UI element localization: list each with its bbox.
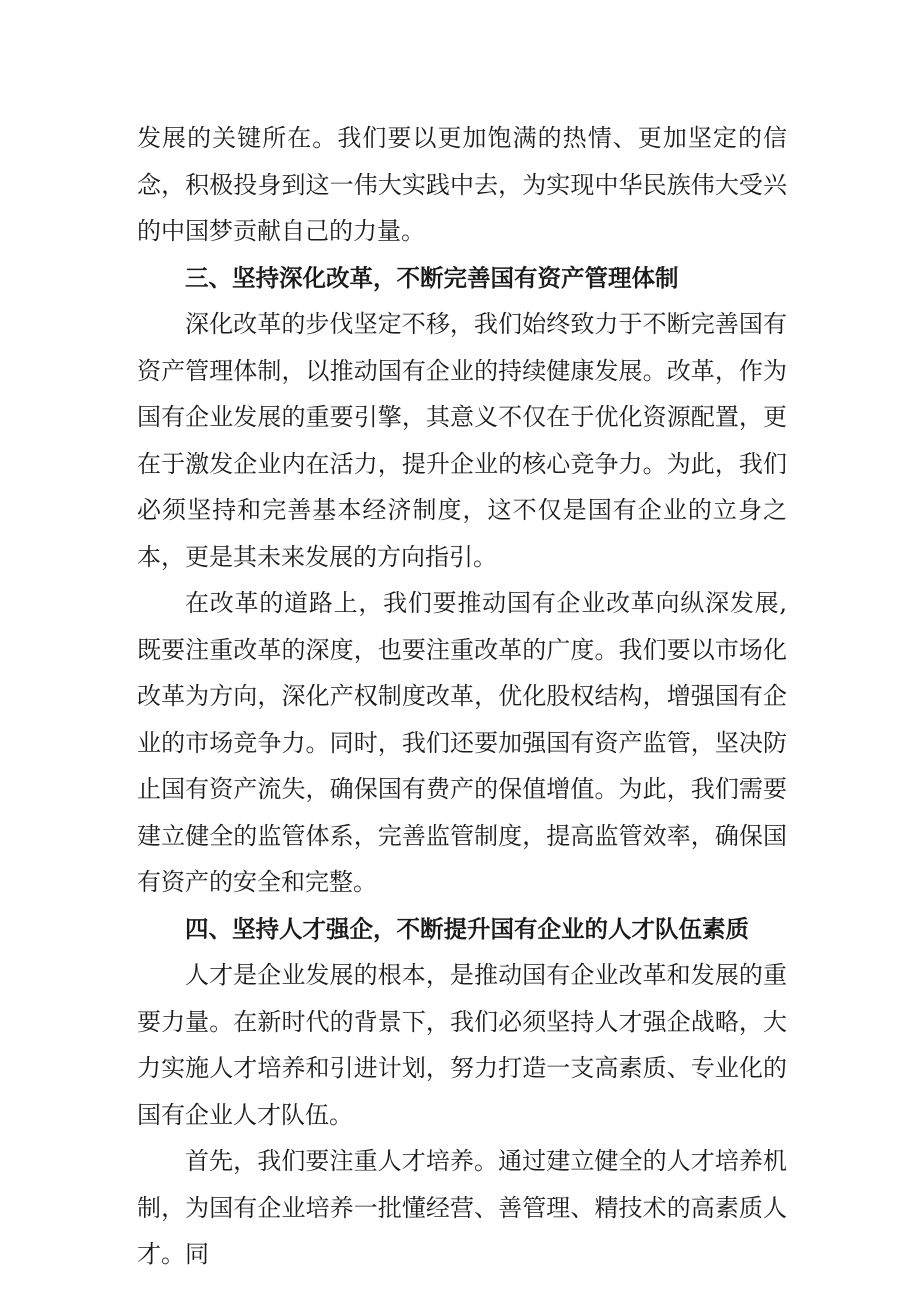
paragraph: 在改革的道路上，我们要推动国有企业改革向纵深发展,既要注重改革的深度，也要注重改革的广度。我们要以市场化改革为方向，深化产权制度改革，优化股权结构，增强国有企业的市场竞争力。同时，我们还要加强国有资产监管，坚决防止国有资产流失，确保国有费产的保值增值。为此，我们需要建立健全的监管体系，完善监管制度，提高监管效率，确保国有资产的安全和完整。 (137, 589, 787, 896)
paragraph: 首先，我们要注重人才培养。通过建立健全的人才培养机制，为国有企业培养一批懂经营、善管理、精技术的高素质人才。同 (137, 1147, 787, 1268)
paragraph-continued: 发展的关键所在。我们要以更加饱满的热情、更加坚定的信念，积极投身到这一伟大实践中去，为实现中华民族伟大受兴的中国梦贡献自己的力量。 (137, 124, 787, 245)
paragraph: 人才是企业发展的根本，是推动国有企业改革和发展的重要力量。在新时代的背景下，我们必须坚持人才强企战略，大力实施人才培养和引进计划，努力打造一支高素质、专业化的国有企业人才队伍。 (137, 961, 787, 1129)
document-body (137, 115, 787, 1278)
section-heading-four: 四、坚持人才强企，不断提升国有企业的人才队伍素质 (185, 914, 749, 943)
paragraph: 深化改革的步伐坚定不移，我们始终致力于不断完善国有资产管理体制，以推动国有企业的持续健康发展。改革，作为国有企业发展的重要引擎，其意义不仅在于优化资源配置，更在于激发企业内在活力，提升企业的核心竞争力。为此，我们必须坚持和完善基本经济制度，这不仅是国有企业的立身之本，更是其未来发展的方向指引。 (137, 310, 787, 571)
section-heading-three: 三、坚持深化改革，不断完善国有资产管理体制 (185, 263, 679, 292)
